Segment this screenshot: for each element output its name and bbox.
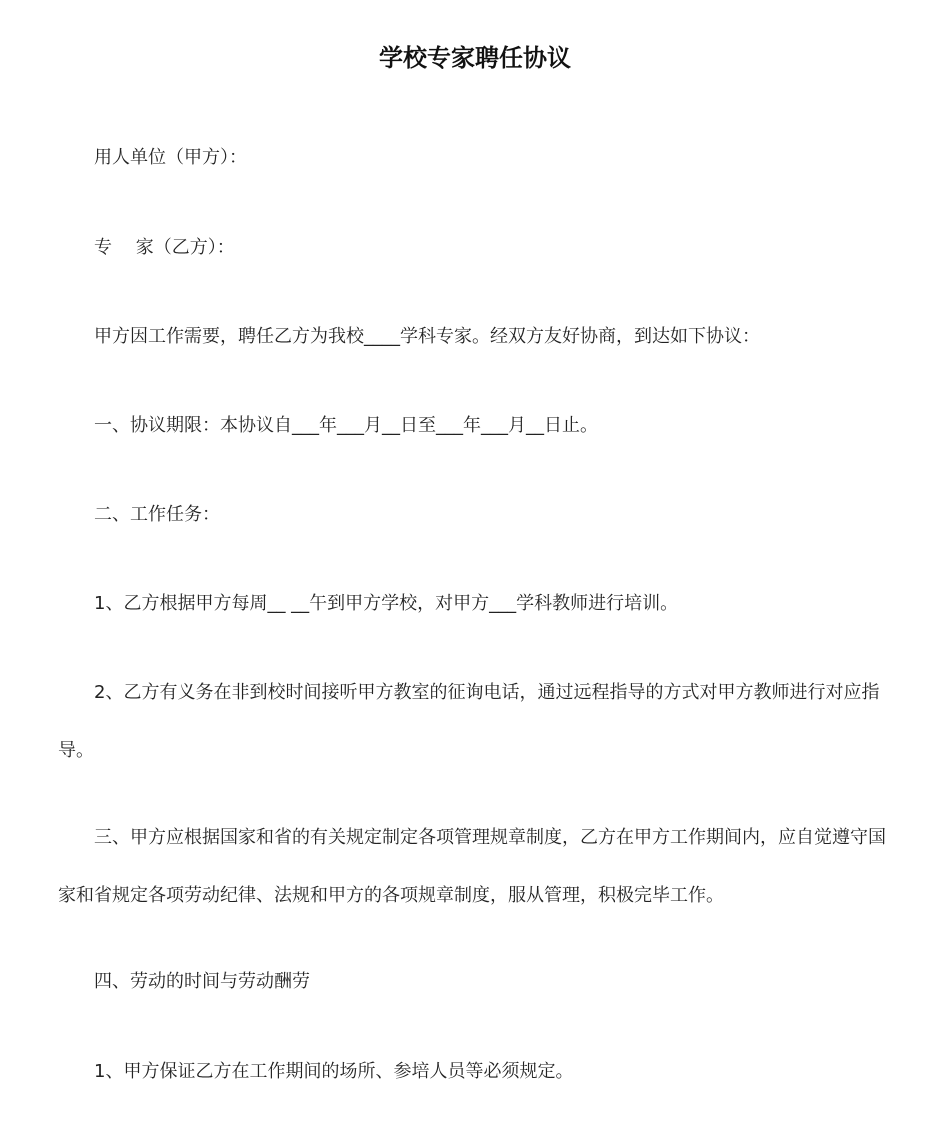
paragraph-task-1: 1、乙方根据甲方每周__ __午到甲方学校，对甲方___学科教师进行培训。 (94, 593, 679, 614)
paragraph-clause-4-heading: 四、劳动的时间与劳动酬劳 (94, 971, 310, 992)
paragraph-clause-3: 三、甲方应根据国家和省的有关规定制定各项管理规章制度，乙方在甲方工作期间内，应自觉遵守国家和省规定各项劳动纪律、法规和甲方的各项规章制度，服从管理，积极完毕工作。 (58, 827, 886, 906)
paragraph-task-2: 2、乙方有义务在非到校时间接听甲方教室的征询电话，通过远程指导的方式对甲方教师进行对应指导。 (58, 682, 880, 761)
paragraph-tasks-heading: 二、工作任务： (94, 504, 220, 525)
paragraph-clause-4-1: 1、甲方保证乙方在工作期间的场所、参培人员等必须规定。 (94, 1061, 574, 1082)
document-title: 学校专家聘任协议 (379, 44, 571, 72)
paragraph-term: 一、协议期限：本协议自___年___月__日至___年___月__日止。 (94, 415, 598, 436)
paragraph-intro: 甲方因工作需要，聘任乙方为我校____学科专家。经双方友好协商，到达如下协议： (94, 326, 760, 347)
paragraph-employer: 用人单位（甲方）： (94, 147, 247, 168)
paragraph-expert: 专 家（乙方）： (94, 237, 235, 258)
